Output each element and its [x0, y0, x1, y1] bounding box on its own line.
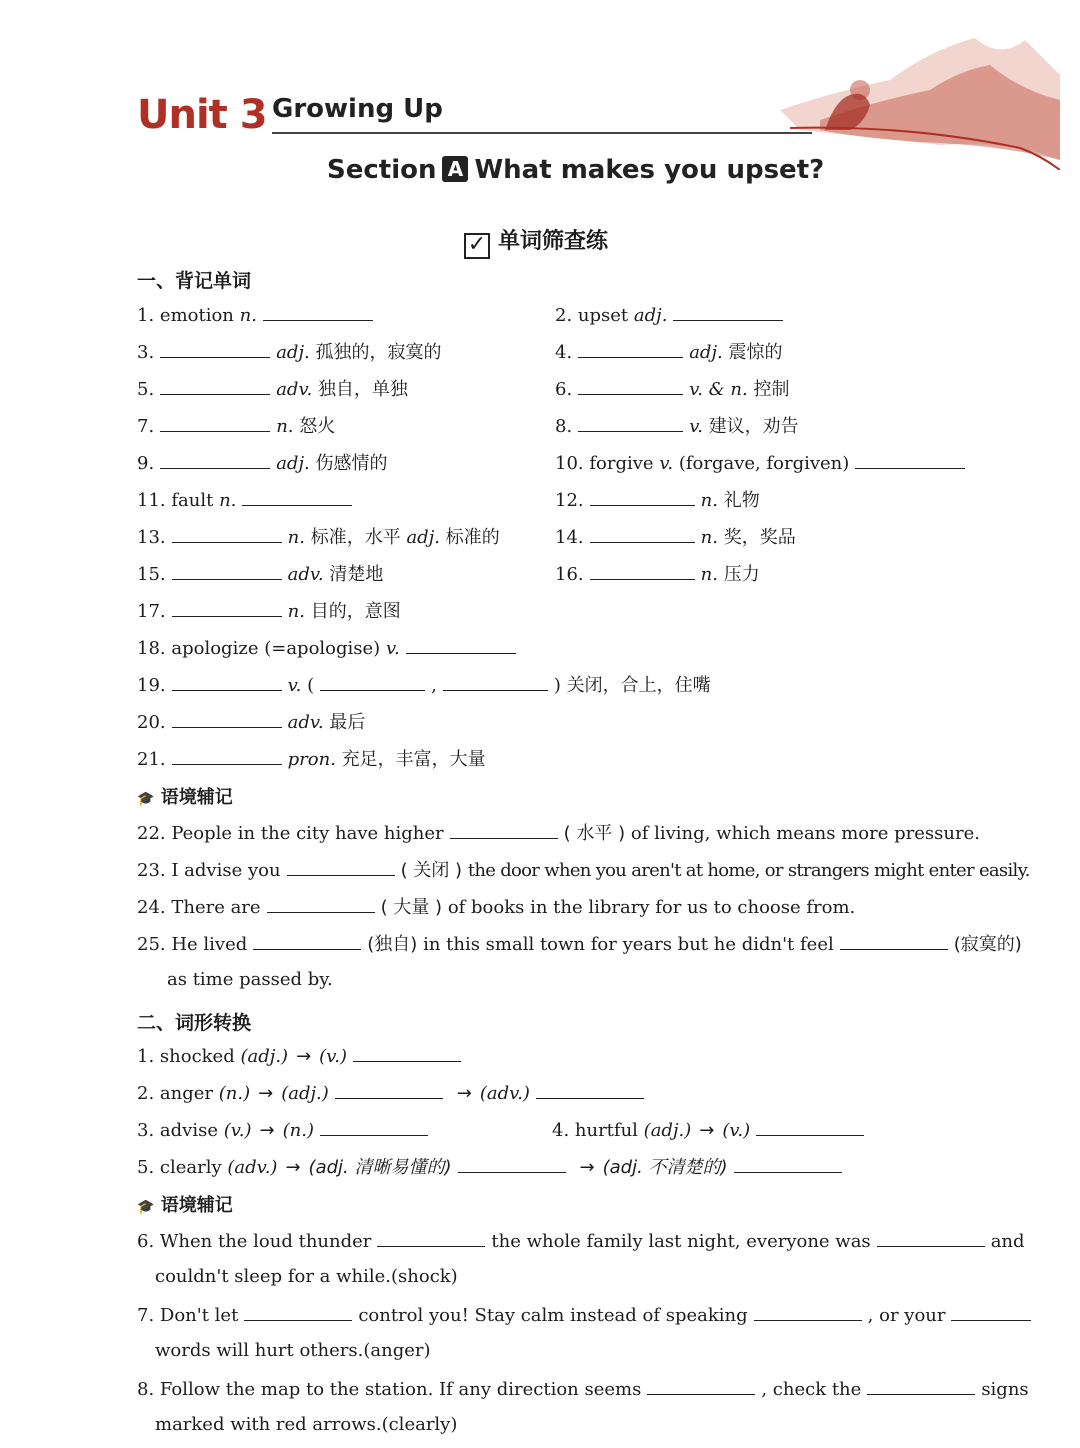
- answer-blank[interactable]: [590, 561, 695, 580]
- sentence-25-cont: as time passed by.: [167, 969, 333, 990]
- vocab-item-2: 2. upset adj.: [555, 302, 789, 328]
- sentence-8-cont: marked with red arrows.(clearly): [155, 1414, 458, 1435]
- answer-blank[interactable]: [377, 1228, 485, 1247]
- transform-item-5: 5. clearly (adv.) → (adj. 清晰易懂的) → (adj. 不清楚的): [137, 1154, 848, 1180]
- answer-blank[interactable]: [172, 709, 282, 728]
- vocab-item-15: 15. adv. 清楚地: [137, 561, 383, 587]
- answer-blank[interactable]: [353, 1043, 461, 1062]
- vocab-item-4: 4. adj. 震惊的: [555, 339, 782, 365]
- sentence-8: 8. Follow the map to the station. If any direction seems , check the signs: [137, 1376, 1029, 1402]
- graduation-cap-icon: 🎓: [137, 1199, 155, 1215]
- answer-blank[interactable]: [578, 376, 683, 395]
- transform-item-3: 3. advise (v.) → (n.): [137, 1117, 434, 1143]
- answer-blank[interactable]: [578, 413, 683, 432]
- answer-blank[interactable]: [536, 1080, 644, 1099]
- answer-blank[interactable]: [590, 524, 695, 543]
- vocab-item-7: 7. n. 怒火: [137, 413, 335, 439]
- context-heading-2: 🎓 语境辅记: [137, 1195, 233, 1216]
- vocab-item-12: 12. n. 礼物: [555, 487, 760, 513]
- mountain-illustration-icon: [760, 20, 1060, 170]
- answer-blank[interactable]: [160, 413, 270, 432]
- vocab-item-5: 5. adv. 独自，单独: [137, 376, 408, 402]
- vocab-item-1: 1. emotion n.: [137, 302, 379, 328]
- graduation-cap-icon: 🎓: [137, 791, 155, 807]
- vocab-item-17: 17. n. 目的，意图: [137, 598, 401, 624]
- answer-blank[interactable]: [734, 1154, 842, 1173]
- section-prefix: Section: [327, 155, 437, 185]
- vocab-item-8: 8. v. 建议，劝告: [555, 413, 799, 439]
- sentence-22: 22. People in the city have higher ( 水平 ) of living, which means more pressure.: [137, 820, 980, 846]
- answer-blank[interactable]: [267, 894, 375, 913]
- part2-heading: 二、词形转换: [137, 1012, 252, 1034]
- sentence-6-cont: couldn't sleep for a while.(shock): [155, 1266, 458, 1287]
- answer-blank[interactable]: [172, 598, 282, 617]
- transform-item-1: 1. shocked (adj.) → (v.): [137, 1043, 467, 1069]
- sentence-6: 6. When the loud thunder the whole family last night, everyone was and: [137, 1228, 1025, 1254]
- answer-blank[interactable]: [840, 931, 948, 950]
- answer-blank[interactable]: [754, 1302, 862, 1321]
- title-divider: [272, 132, 812, 134]
- transform-item-4: 4. hurtful (adj.) → (v.): [552, 1117, 870, 1143]
- answer-blank[interactable]: [172, 524, 282, 543]
- sentence-7-cont: words will hurt others.(anger): [155, 1340, 431, 1361]
- arrow-right-icon: →: [259, 1120, 275, 1141]
- vocab-item-6: 6. v. & n. 控制: [555, 376, 789, 402]
- answer-blank[interactable]: [320, 1117, 428, 1136]
- answer-blank[interactable]: [578, 339, 683, 358]
- sentence-23: 23. I advise you ( 关闭 ) the door when you aren't at home, or strangers might enter easily.: [137, 857, 1030, 883]
- answer-blank[interactable]: [855, 450, 965, 469]
- answer-blank[interactable]: [877, 1228, 985, 1247]
- vocab-item-9: 9. adj. 伤感情的: [137, 450, 387, 476]
- answer-blank[interactable]: [172, 561, 282, 580]
- answer-blank[interactable]: [160, 450, 270, 469]
- sentence-7: 7. Don't let control you! Stay calm instead of speaking , or your: [137, 1302, 1037, 1328]
- answer-blank[interactable]: [244, 1302, 352, 1321]
- checkbox-icon: ✓: [464, 233, 490, 259]
- arrow-right-icon: →: [699, 1120, 715, 1141]
- block-title: [464, 224, 608, 256]
- vocab-item-11: 11. fault n.: [137, 487, 358, 513]
- arrow-right-icon: →: [296, 1046, 312, 1067]
- sentence-24: 24. There are ( 大量 ) of books in the library for us to choose from.: [137, 894, 855, 920]
- answer-blank[interactable]: [756, 1117, 864, 1136]
- answer-blank[interactable]: [458, 1154, 566, 1173]
- answer-blank[interactable]: [647, 1376, 755, 1395]
- vocab-item-10: 10. forgive v. (forgave, forgiven): [555, 450, 971, 476]
- vocab-item-21: 21. pron. 充足，丰富，大量: [137, 746, 486, 772]
- answer-blank[interactable]: [335, 1080, 443, 1099]
- vocab-item-18: 18. apologize (=apologise) v.: [137, 635, 522, 661]
- transform-item-2: 2. anger (n.) → (adj.) → (adv.): [137, 1080, 650, 1106]
- answer-blank[interactable]: [253, 931, 361, 950]
- answer-blank[interactable]: [951, 1302, 1031, 1321]
- vocab-item-14: 14. n. 奖，奖品: [555, 524, 796, 550]
- context-heading-1: 🎓 语境辅记: [137, 787, 233, 808]
- arrow-right-icon: →: [579, 1157, 595, 1178]
- answer-blank[interactable]: [160, 339, 270, 358]
- answer-blank[interactable]: [263, 302, 373, 321]
- vocab-item-20: 20. adv. 最后: [137, 709, 365, 735]
- arrow-right-icon: →: [258, 1083, 274, 1104]
- block-title-text: 单词筛查练: [498, 229, 609, 254]
- sentence-25: 25. He lived (独自) in this small town for years but he didn't feel (寂寞的): [137, 931, 1022, 957]
- unit-title: Growing Up: [272, 94, 443, 124]
- part1-heading: 一、背记单词: [137, 270, 252, 292]
- answer-blank[interactable]: [320, 672, 425, 691]
- vocab-item-16: 16. n. 压力: [555, 561, 760, 587]
- answer-blank[interactable]: [172, 746, 282, 765]
- vocab-item-3: 3. adj. 孤独的，寂寞的: [137, 339, 441, 365]
- section-letter-badge: A: [442, 156, 468, 182]
- answer-blank[interactable]: [287, 857, 395, 876]
- answer-blank[interactable]: [172, 672, 282, 691]
- answer-blank[interactable]: [160, 376, 270, 395]
- unit-label: Unit 3: [137, 92, 267, 138]
- answer-blank[interactable]: [443, 672, 548, 691]
- section-heading: [327, 155, 824, 185]
- answer-blank[interactable]: [242, 487, 352, 506]
- arrow-right-icon: →: [285, 1157, 301, 1178]
- answer-blank[interactable]: [450, 820, 558, 839]
- answer-blank[interactable]: [867, 1376, 975, 1395]
- arrow-right-icon: →: [456, 1083, 472, 1104]
- vocab-item-13: 13. n. 标准，水平 adj. 标准的: [137, 524, 500, 550]
- answer-blank[interactable]: [590, 487, 695, 506]
- vocab-item-19: 19. v. ( , ) 关闭，合上，住嘴: [137, 672, 711, 698]
- answer-blank[interactable]: [673, 302, 783, 321]
- answer-blank[interactable]: [406, 635, 516, 654]
- section-title: What makes you upset?: [474, 155, 825, 185]
